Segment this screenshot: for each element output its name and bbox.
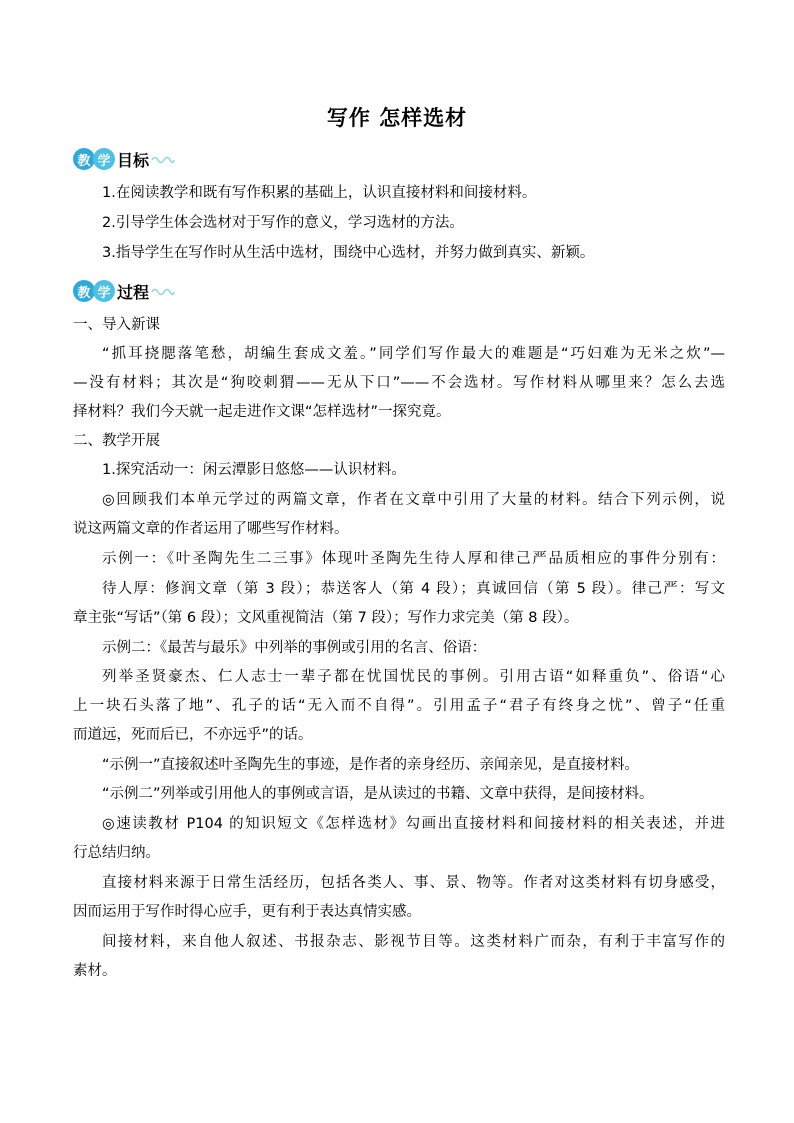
example1-line: 章主张“写话”（第 6 段）；文风重视简洁（第 7 段）；写作力求完美（第 8 段）。: [73, 610, 579, 626]
page-title: 写作 怎样选材: [326, 106, 468, 130]
activity-title: 1.探究活动一：闲云潭影日悠悠——认识材料。: [102, 462, 406, 478]
section-heading-goals: [73, 146, 175, 172]
badge-char: 学: [93, 280, 115, 302]
intro-line: 择材料？我们今天就一起走进作文课“怎样选材”一探究竟。: [73, 404, 451, 420]
example2-line: 列举圣贤豪杰、仁人志士一辈子都在忧国忧民的事例。引用古语“如释重负”、俗语“心: [102, 669, 725, 685]
wave-decoration-icon: [151, 286, 175, 296]
example1-line: 待人厚：修润文章（第 3 段）；恭送客人（第 4 段）；真诚回信（第 5 段）。律己严：写文: [102, 581, 725, 597]
wave-decoration-icon: [151, 154, 175, 164]
intro-line: “抓耳挠腮落笔愁，胡编生套成文羞。”同学们写作最大的难题是“巧妇难为无米之炊”—: [102, 346, 725, 362]
part-heading: 二、教学开展: [73, 433, 160, 449]
review-line: 说这两篇文章的作者运用了哪些写作材料。: [73, 521, 349, 537]
goal-item: 2.引导学生体会选材对于写作的意义，学习选材的方法。: [102, 215, 464, 231]
note-line: “示例二”列举或引用他人的事例或言语，是从读过的书籍、文章中获得，是间接材料。: [102, 786, 654, 802]
section-label: 过程: [117, 282, 150, 302]
indirect-material-line: 间接材料，来自他人叙述、书报杂志、影视节目等。这类材料广而杂，有利于丰富写作的: [102, 934, 725, 950]
example1-title: 示例一：《叶圣陶先生二三事》体现叶圣陶先生待人厚和律己严品质相应的事件分别有：: [102, 551, 725, 567]
goal-item: 3.指导学生在写作时从生活中选材，围绕中心选材，并努力做到真实、新颖。: [102, 245, 595, 261]
review-line: ◎回顾我们本单元学过的两篇文章，作者在文章中引用了大量的材料。结合下列示例，说: [102, 492, 725, 508]
example2-title: 示例二：《最苦与最乐》中列举的事例或引用的名言、俗语：: [102, 640, 487, 656]
goal-item: 1.在阅读教学和既有写作积累的基础上，认识直接材料和间接材料。: [102, 185, 537, 201]
indirect-material-line: 素材。: [73, 963, 117, 979]
intro-line: —没有材料；其次是“狗咬刺猬——无从下口”——不会选材。写作材料从哪里来？怎么去选: [73, 375, 725, 391]
section-badge: [73, 148, 113, 170]
read-line: 行总结归纳。: [73, 845, 160, 861]
badge-char: 教: [73, 148, 95, 170]
direct-material-line: 直接材料来源于日常生活经历，包括各类人、事、景、物等。作者对这类材料有切身感受，: [102, 875, 725, 891]
part-heading: 一、导入新课: [73, 317, 160, 333]
example2-line: 上一块石头落了地”、孔子的话“无入而不自得”。引用孟子“君子有终身之忧”、曾子“任重: [73, 698, 725, 714]
section-badge: [73, 280, 113, 302]
section-label: 目标: [117, 150, 150, 170]
read-line: ◎速读教材 P104 的知识短文《怎样选材》勾画出直接材料和间接材料的相关表述，并进: [102, 816, 725, 832]
direct-material-line: 因而运用于写作时得心应手，更有利于表达真情实感。: [73, 904, 421, 920]
badge-char: 教: [73, 280, 95, 302]
badge-char: 学: [93, 148, 115, 170]
section-heading-process: [73, 278, 175, 304]
example2-line: 而道远，死而后已，不亦远乎”的话。: [73, 727, 313, 743]
note-line: “示例一”直接叙述叶圣陶先生的事迹，是作者的亲身经历、亲闻亲见，是直接材料。: [102, 757, 640, 773]
